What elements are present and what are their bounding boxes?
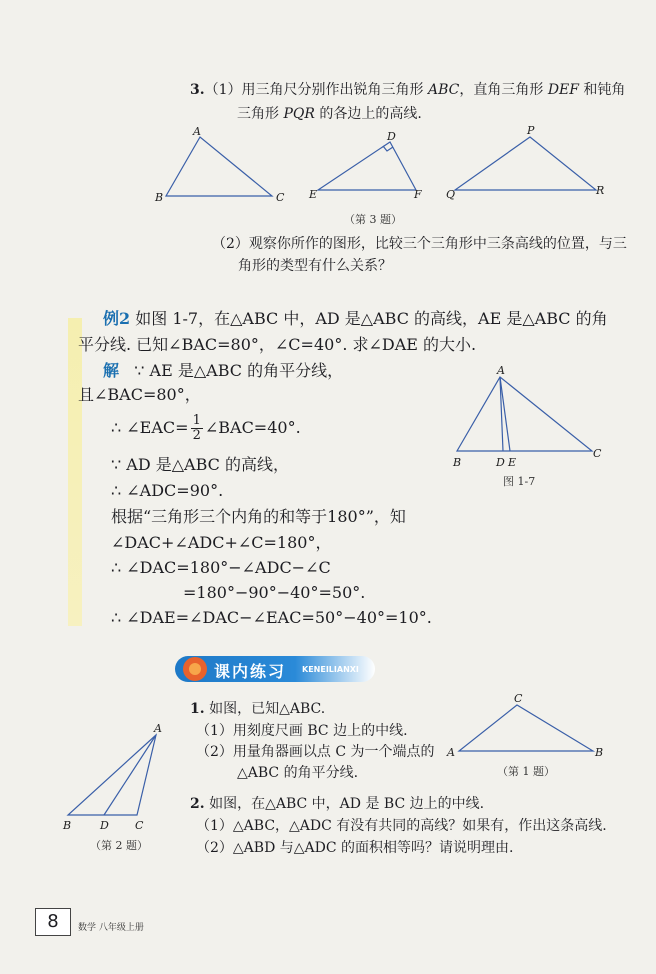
p1-figure bbox=[440, 690, 610, 760]
p2-part1: （1）△ABC，△ADC 有没有共同的高线？如果有，作出这条高线. bbox=[196, 818, 607, 834]
q3-label-f: F bbox=[414, 188, 422, 201]
q3-part2-line1: （2）观察你所作的图形，比较三个三角形中三条高线的位置，与三 bbox=[212, 236, 627, 252]
example-highlight-bar bbox=[68, 318, 82, 626]
p2-label-d: D bbox=[100, 819, 109, 832]
q3-text-a: （1）用三角尺分别作出锐角三角形 bbox=[204, 82, 428, 98]
p1-part2: （2）用量角器画以点 C 为一个端点的 bbox=[196, 744, 435, 760]
q3-text-c: 和钝角 bbox=[578, 82, 626, 98]
solution-s8: ∴ ∠DAC=180°−∠ADC−∠C bbox=[111, 558, 331, 577]
q3-def: DEF bbox=[547, 82, 579, 98]
page-number: 8 bbox=[35, 908, 71, 936]
fig17-label-e: E bbox=[508, 456, 517, 469]
p2-line bbox=[190, 794, 484, 814]
p1-label-a: A bbox=[447, 746, 455, 759]
solution-s1: ∵ AE 是△ABC 的角平分线， bbox=[134, 361, 344, 380]
q3-text-b: ，直角三角形 bbox=[459, 82, 548, 98]
fraction-one-half bbox=[191, 414, 203, 443]
p2-figure bbox=[55, 720, 175, 835]
solution-s10: ∴ ∠DAE=∠DAC−∠EAC=50°−40°=10°. bbox=[111, 608, 432, 627]
q3-number: 3. bbox=[190, 82, 205, 98]
p1-part2b: △ABC 的角平分线. bbox=[237, 765, 359, 781]
practice-subtitle: KENEILIANXI bbox=[302, 665, 359, 674]
solution-s3-a: ∴ ∠EAC= bbox=[111, 418, 189, 437]
solution-line1 bbox=[103, 359, 343, 383]
fig17-caption: 图 1-7 bbox=[503, 475, 536, 488]
p2-label-c: C bbox=[135, 819, 144, 832]
p2-label-a: A bbox=[154, 722, 162, 735]
figure-1-7 bbox=[440, 360, 610, 490]
p1-number: 1. bbox=[190, 701, 205, 717]
p2-label-b: B bbox=[63, 819, 72, 832]
p2-part2: （2）△ABD 与△ADC 的面积相等吗？请说明理由. bbox=[196, 840, 514, 856]
p2-number: 2. bbox=[190, 796, 205, 812]
q3-label-d: D bbox=[387, 130, 396, 143]
fraction-denominator: 2 bbox=[192, 428, 201, 443]
fig17-label-d: D bbox=[496, 456, 505, 469]
solution-s3 bbox=[111, 414, 301, 443]
p1-line bbox=[190, 699, 325, 719]
p1-part1: （1）用刻度尺画 BC 边上的中线. bbox=[196, 723, 408, 739]
q3-abc: ABC bbox=[427, 82, 460, 98]
fig17-label-a: A bbox=[497, 364, 505, 377]
solution-s2: 且∠BAC=80°， bbox=[78, 385, 201, 404]
q3-line2-b: 的各边上的高线. bbox=[314, 106, 422, 122]
solution-s4: ∵ AD 是△ABC 的高线， bbox=[111, 455, 289, 474]
q3-label-e: E bbox=[309, 188, 318, 201]
q3-label-a: A bbox=[193, 125, 201, 138]
fig17-label-c: C bbox=[593, 447, 602, 460]
solution-s6: 根据“三角形三个内角的和等于180°”，知 bbox=[111, 507, 406, 526]
p1-label-c: C bbox=[514, 692, 523, 705]
p1-label-b: B bbox=[595, 746, 604, 759]
q3-label-b: B bbox=[155, 191, 164, 204]
p2-caption: （第 2 题） bbox=[90, 839, 148, 852]
book-title: 数学 八年级上册 bbox=[78, 923, 144, 933]
q3-label-p: P bbox=[527, 124, 535, 137]
solution-label: 解 bbox=[103, 361, 120, 380]
q3-label-q: Q bbox=[446, 188, 456, 201]
p1-text: 如图，已知△ABC. bbox=[209, 701, 326, 717]
star-icon bbox=[181, 655, 211, 685]
q3-label-c: C bbox=[276, 191, 285, 204]
q3-figure bbox=[0, 0, 656, 220]
fig17-label-b: B bbox=[453, 456, 462, 469]
q3-line2-a: 三角形 bbox=[237, 106, 284, 122]
example2-label: 例2 bbox=[103, 309, 131, 328]
practice-title: 课内练习 bbox=[214, 662, 287, 681]
example2-line1 bbox=[103, 307, 608, 331]
solution-s3-b: ∠BAC=40°. bbox=[204, 418, 301, 437]
q3-caption: （第 3 题） bbox=[344, 213, 402, 226]
fraction-numerator: 1 bbox=[192, 413, 201, 428]
solution-s9: =180°−90°−40°=50°. bbox=[183, 583, 366, 602]
solution-s7: ∠DAC+∠ADC+∠C=180°， bbox=[111, 533, 332, 552]
example2-text1: 如图 1-7，在△ABC 中，AD 是△ABC 的高线，AE 是△ABC 的角 bbox=[135, 309, 608, 328]
q3-label-r: R bbox=[596, 184, 605, 197]
q3-pqr: PQR bbox=[283, 106, 315, 122]
solution-s5: ∴ ∠ADC=90°. bbox=[111, 481, 224, 500]
example2-line2: 平分线. 已知∠BAC=80°，∠C=40°. 求∠DAE 的大小. bbox=[78, 335, 477, 354]
q3-part2-line2: 角形的类型有什么关系？ bbox=[238, 258, 392, 274]
p2-text: 如图，在△ABC 中，AD 是 BC 边上的中线. bbox=[209, 796, 485, 812]
p1-caption: （第 1 题） bbox=[497, 765, 555, 778]
